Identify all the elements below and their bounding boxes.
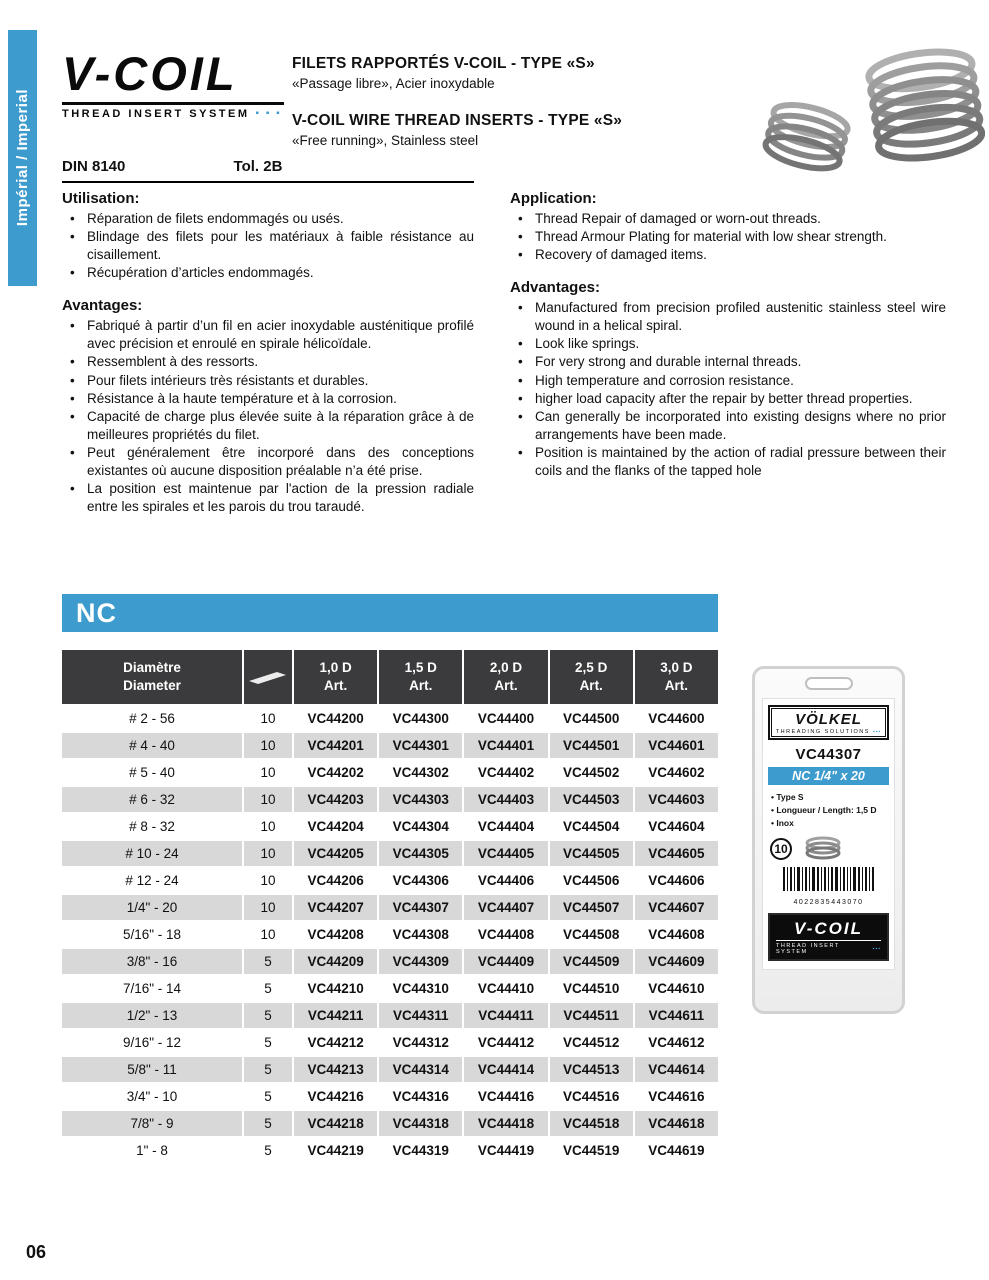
- vcoil-logo-package: [768, 913, 889, 961]
- art-no-cell: VC44614: [635, 1057, 718, 1082]
- thread-size-cell: # 2 - 56: [62, 706, 242, 731]
- art-no-cell: VC44603: [635, 787, 718, 812]
- col-header-diameter: Diamètre Diameter: [62, 650, 242, 704]
- text-column-fr: [62, 190, 474, 516]
- art-no-cell: VC44308: [379, 922, 462, 947]
- thread-size-cell: 9/16" - 12: [62, 1030, 242, 1055]
- table-row: [62, 706, 718, 731]
- art-no-cell: VC44612: [635, 1030, 718, 1055]
- package-size-badge: NC 1/4" x 20: [768, 767, 889, 785]
- bullet-item: • Recovery of damaged items.: [510, 246, 946, 264]
- art-no-cell: VC44213: [294, 1057, 377, 1082]
- bullet-item: • Thread Repair of damaged or worn-out threads.: [510, 210, 946, 228]
- art-no-cell: VC44202: [294, 760, 377, 785]
- pack-qty-cell: 10: [244, 868, 292, 893]
- art-no-cell: VC44606: [635, 868, 718, 893]
- series-banner-label: NC: [76, 597, 117, 628]
- art-no-cell: VC44309: [379, 949, 462, 974]
- page-title-block: [292, 55, 732, 148]
- art-no-cell: VC44512: [550, 1030, 633, 1055]
- vcoil-brand-name: V-COIL: [794, 919, 863, 939]
- parts-table: [62, 650, 718, 1163]
- art-no-cell: VC44206: [294, 868, 377, 893]
- art-no-cell: VC44503: [550, 787, 633, 812]
- art-no-cell: VC44501: [550, 733, 633, 758]
- art-no-cell: VC44402: [464, 760, 547, 785]
- thread-size-cell: # 6 - 32: [62, 787, 242, 812]
- pack-qty-cell: 10: [244, 706, 292, 731]
- thread-size-cell: 5/8" - 11: [62, 1057, 242, 1082]
- art-no-cell: VC44610: [635, 976, 718, 1001]
- art-no-cell: VC44404: [464, 814, 547, 839]
- thread-size-cell: 1/2" - 13: [62, 1003, 242, 1028]
- art-no-cell: VC44303: [379, 787, 462, 812]
- bullet-item: • Ressemblent à des ressorts.: [62, 353, 474, 371]
- pack-qty-cell: 10: [244, 760, 292, 785]
- art-no-cell: VC44405: [464, 841, 547, 866]
- art-no-cell: VC44609: [635, 949, 718, 974]
- art-no-cell: VC44618: [635, 1111, 718, 1136]
- package-spec-list: [768, 791, 889, 829]
- spring-illustration: [740, 28, 985, 183]
- bullet-item: • Pour filets intérieurs très résistants et durables.: [62, 372, 474, 390]
- art-no-cell: VC44513: [550, 1057, 633, 1082]
- pack-qty-cell: 10: [244, 841, 292, 866]
- col-header-art: 2,5 D Art.: [550, 650, 633, 704]
- art-no-cell: VC44403: [464, 787, 547, 812]
- bullet-item: • Capacité de charge plus élevée suite à la réparation grâce à de meilleures propriétés du filet.: [62, 408, 474, 444]
- insert-profile-icon: [244, 650, 292, 704]
- thread-size-cell: 1/4" - 20: [62, 895, 242, 920]
- art-no-cell: VC44519: [550, 1138, 633, 1163]
- bullet-item: • Fabriqué à partir d’un fil en acier inoxydable austénitique profilé avec précision et enroulé en spirale hélicoïdale.: [62, 317, 474, 353]
- bullet-item: • Can generally be incorporated into existing designs where no prior arrangements have been made.: [510, 408, 946, 444]
- product-photo: [740, 28, 985, 183]
- art-no-cell: VC44601: [635, 733, 718, 758]
- text-column-en: [510, 190, 946, 516]
- art-no-cell: VC44511: [550, 1003, 633, 1028]
- bullet-item: • Peut généralement être incorporé dans des conceptions existantes où aucune disposition préalable n’a été prise.: [62, 444, 474, 480]
- art-no-cell: VC44412: [464, 1030, 547, 1055]
- art-no-cell: VC44510: [550, 976, 633, 1001]
- col-header-art: 1,5 D Art.: [379, 650, 462, 704]
- art-no-cell: VC44203: [294, 787, 377, 812]
- advantages-list-en: [510, 299, 946, 480]
- pack-qty-cell: 5: [244, 1111, 292, 1136]
- pack-qty-cell: 5: [244, 1057, 292, 1082]
- barcode-bars-icon: [781, 867, 877, 893]
- table-row: [62, 976, 718, 1001]
- art-no-cell: VC44616: [635, 1084, 718, 1109]
- art-no-cell: VC44200: [294, 706, 377, 731]
- package-qty-row: [770, 836, 889, 862]
- art-no-cell: VC44502: [550, 760, 633, 785]
- usage-heading: Utilisation:: [62, 190, 140, 207]
- art-no-cell: VC44408: [464, 922, 547, 947]
- table-header-row: [62, 650, 718, 704]
- blister-shell: [752, 666, 905, 1014]
- art-no-cell: VC44604: [635, 814, 718, 839]
- table-row: [62, 1084, 718, 1109]
- bullet-item: • For very strong and durable internal threads.: [510, 353, 946, 371]
- bullet-item: • Résistance à la haute température et à la corrosion.: [62, 390, 474, 408]
- bullet-item: • Réparation de filets endommagés ou usés.: [62, 210, 474, 228]
- spec-item: • Longueur / Length: 1,5 D: [771, 804, 889, 817]
- table-row: [62, 1138, 718, 1163]
- advantages-heading-fr: Avantages:: [62, 297, 143, 315]
- brand-tagline: THREAD INSERT SYSTEM: [62, 108, 250, 120]
- usage-list: [62, 210, 474, 282]
- art-no-cell: VC44410: [464, 976, 547, 1001]
- thread-size-cell: # 4 - 40: [62, 733, 242, 758]
- table-row: [62, 1111, 718, 1136]
- art-no-cell: VC44419: [464, 1138, 547, 1163]
- blue-squares-icon: ▪▪▪: [872, 729, 882, 735]
- brand-name: V-COIL: [62, 47, 238, 100]
- pack-qty-cell: 5: [244, 1003, 292, 1028]
- spec-item: • Inox: [771, 817, 889, 830]
- pack-qty-cell: 5: [244, 949, 292, 974]
- art-no-cell: VC44411: [464, 1003, 547, 1028]
- art-no-cell: VC44300: [379, 706, 462, 731]
- table-row: [62, 841, 718, 866]
- thread-size-cell: 3/8" - 16: [62, 949, 242, 974]
- art-no-cell: VC44416: [464, 1084, 547, 1109]
- art-no-cell: VC44201: [294, 733, 377, 758]
- art-no-cell: VC44312: [379, 1030, 462, 1055]
- din-standard: DIN 8140: [62, 158, 126, 175]
- art-no-cell: VC44605: [635, 841, 718, 866]
- thread-size-cell: # 10 - 24: [62, 841, 242, 866]
- art-no-cell: VC44608: [635, 922, 718, 947]
- table-body: [62, 706, 718, 1163]
- art-no-cell: VC44406: [464, 868, 547, 893]
- pack-qty-cell: 5: [244, 1084, 292, 1109]
- package-art-number: VC44307: [795, 746, 862, 763]
- tolerance: Tol. 2B: [233, 158, 283, 175]
- table-row: [62, 868, 718, 893]
- bullet-item: • Thread Armour Plating for material with low shear strength.: [510, 228, 946, 246]
- thread-size-cell: # 5 - 40: [62, 760, 242, 785]
- art-no-cell: VC44204: [294, 814, 377, 839]
- table-row: [62, 949, 718, 974]
- series-banner: [62, 594, 718, 632]
- art-no-cell: VC44209: [294, 949, 377, 974]
- bullet-item: • High temperature and corrosion resistance.: [510, 372, 946, 390]
- art-no-cell: VC44306: [379, 868, 462, 893]
- blue-squares-icon: ▪▪▪: [872, 946, 881, 953]
- thread-size-cell: 7/8" - 9: [62, 1111, 242, 1136]
- pack-qty-cell: 10: [244, 895, 292, 920]
- art-no-cell: VC44207: [294, 895, 377, 920]
- pack-qty-cell: 5: [244, 1138, 292, 1163]
- table-row: [62, 733, 718, 758]
- section-tab-label: Impérial / Imperial: [14, 89, 31, 227]
- art-no-cell: VC44211: [294, 1003, 377, 1028]
- pack-qty-cell: 10: [244, 787, 292, 812]
- section-tab-imperial: [8, 30, 37, 286]
- vcoil-logo: [62, 47, 284, 120]
- standard-row: [62, 158, 474, 183]
- pack-qty-cell: 5: [244, 976, 292, 1001]
- blue-squares-icon: ▪ ▪ ▪: [255, 108, 282, 119]
- art-no-cell: VC44212: [294, 1030, 377, 1055]
- advantages-heading-en: Advantages:: [510, 279, 601, 297]
- col-header-art: 2,0 D Art.: [464, 650, 547, 704]
- vcoil-tagline: THREAD INSERT SYSTEM: [776, 943, 840, 956]
- page-number: 06: [26, 1242, 47, 1262]
- table-row: [62, 814, 718, 839]
- subtitle-en: «Free running», Stainless steel: [292, 133, 479, 148]
- product-package-photo: [752, 666, 905, 1014]
- col-header-art: 3,0 D Art.: [635, 650, 718, 704]
- art-no-cell: VC44506: [550, 868, 633, 893]
- thread-size-cell: # 8 - 32: [62, 814, 242, 839]
- title-en: V-COIL WIRE THREAD INSERTS - TYPE «S»: [292, 112, 623, 129]
- table-row: [62, 895, 718, 920]
- thread-size-cell: 1" - 8: [62, 1138, 242, 1163]
- thread-size-cell: 5/16" - 18: [62, 922, 242, 947]
- art-no-cell: VC44508: [550, 922, 633, 947]
- art-no-cell: VC44216: [294, 1084, 377, 1109]
- art-no-cell: VC44607: [635, 895, 718, 920]
- barcode-number: 4022835443070: [793, 899, 864, 907]
- thread-size-cell: 7/16" - 14: [62, 976, 242, 1001]
- art-no-cell: VC44205: [294, 841, 377, 866]
- art-no-cell: VC44509: [550, 949, 633, 974]
- pack-qty-cell: 10: [244, 814, 292, 839]
- bullet-item: • Position is maintained by the action of radial pressure between their coils and the flanks of the tapped hole: [510, 444, 946, 480]
- brand-tagline-row: [62, 102, 284, 120]
- thread-size-cell: # 12 - 24: [62, 868, 242, 893]
- art-no-cell: VC44516: [550, 1084, 633, 1109]
- art-no-cell: VC44505: [550, 841, 633, 866]
- volkel-brand-name: VÖLKEL: [795, 711, 862, 728]
- volkel-logo: [768, 705, 889, 740]
- bullet-item: • Look like springs.: [510, 335, 946, 353]
- art-no-cell: VC44210: [294, 976, 377, 1001]
- art-no-cell: VC44208: [294, 922, 377, 947]
- art-no-cell: VC44418: [464, 1111, 547, 1136]
- art-no-cell: VC44318: [379, 1111, 462, 1136]
- table-row: [62, 922, 718, 947]
- table-row: [62, 787, 718, 812]
- spec-item: • Type S: [771, 791, 889, 804]
- art-no-cell: VC44219: [294, 1138, 377, 1163]
- art-no-cell: VC44600: [635, 706, 718, 731]
- art-no-cell: VC44307: [379, 895, 462, 920]
- thread-size-cell: 3/4" - 10: [62, 1084, 242, 1109]
- art-no-cell: VC44302: [379, 760, 462, 785]
- application-list: [510, 210, 946, 264]
- bullet-item: • Manufactured from precision profiled austenitic stainless steel wire wound in a helical spiral.: [510, 299, 946, 335]
- subtitle-fr: «Passage libre», Acier inoxydable: [292, 76, 495, 91]
- art-no-cell: VC44401: [464, 733, 547, 758]
- text-columns: [62, 190, 946, 516]
- bullet-item: • higher load capacity after the repair by better thread properties.: [510, 390, 946, 408]
- table-row: [62, 760, 718, 785]
- table-row: [62, 1057, 718, 1082]
- application-heading: Application:: [510, 190, 597, 207]
- art-no-cell: VC44301: [379, 733, 462, 758]
- title-fr: FILETS RAPPORTÉS V-COIL - TYPE «S»: [292, 55, 595, 72]
- pack-qty-cell: 10: [244, 733, 292, 758]
- art-no-cell: VC44400: [464, 706, 547, 731]
- art-no-cell: VC44316: [379, 1084, 462, 1109]
- small-spring-icon: [800, 836, 846, 862]
- table-row: [62, 1003, 718, 1028]
- qty-badge: 10: [770, 838, 792, 860]
- art-no-cell: VC44409: [464, 949, 547, 974]
- volkel-tagline-row: [774, 729, 883, 735]
- art-no-cell: VC44310: [379, 976, 462, 1001]
- package-label: [762, 698, 895, 970]
- art-no-cell: VC44311: [379, 1003, 462, 1028]
- art-no-cell: VC44314: [379, 1057, 462, 1082]
- art-no-cell: VC44619: [635, 1138, 718, 1163]
- advantages-list-fr: [62, 317, 474, 516]
- art-no-cell: VC44504: [550, 814, 633, 839]
- col-header-art: 1,0 D Art.: [294, 650, 377, 704]
- art-no-cell: VC44218: [294, 1111, 377, 1136]
- volkel-tagline: THREADING SOLUTIONS: [775, 729, 870, 735]
- art-no-cell: VC44518: [550, 1111, 633, 1136]
- art-no-cell: VC44507: [550, 895, 633, 920]
- art-no-cell: VC44414: [464, 1057, 547, 1082]
- pack-qty-cell: 5: [244, 1030, 292, 1055]
- art-no-cell: VC44611: [635, 1003, 718, 1028]
- hang-hole: [805, 677, 853, 690]
- art-no-cell: VC44319: [379, 1138, 462, 1163]
- barcode: [768, 867, 889, 906]
- art-no-cell: VC44500: [550, 706, 633, 731]
- table-row: [62, 1030, 718, 1055]
- art-no-cell: VC44602: [635, 760, 718, 785]
- bullet-item: • Blindage des filets pour les matériaux à faible résistance au cisaillement.: [62, 228, 474, 264]
- art-no-cell: VC44407: [464, 895, 547, 920]
- art-no-cell: VC44305: [379, 841, 462, 866]
- vcoil-tagline-row: [776, 940, 881, 955]
- pack-qty-cell: 10: [244, 922, 292, 947]
- bullet-item: • Récupération d’articles endommagés.: [62, 264, 474, 282]
- bullet-item: • La position est maintenue par l'action de la pression radiale entre les spirales et les parois du trou taraudé.: [62, 480, 474, 516]
- art-no-cell: VC44304: [379, 814, 462, 839]
